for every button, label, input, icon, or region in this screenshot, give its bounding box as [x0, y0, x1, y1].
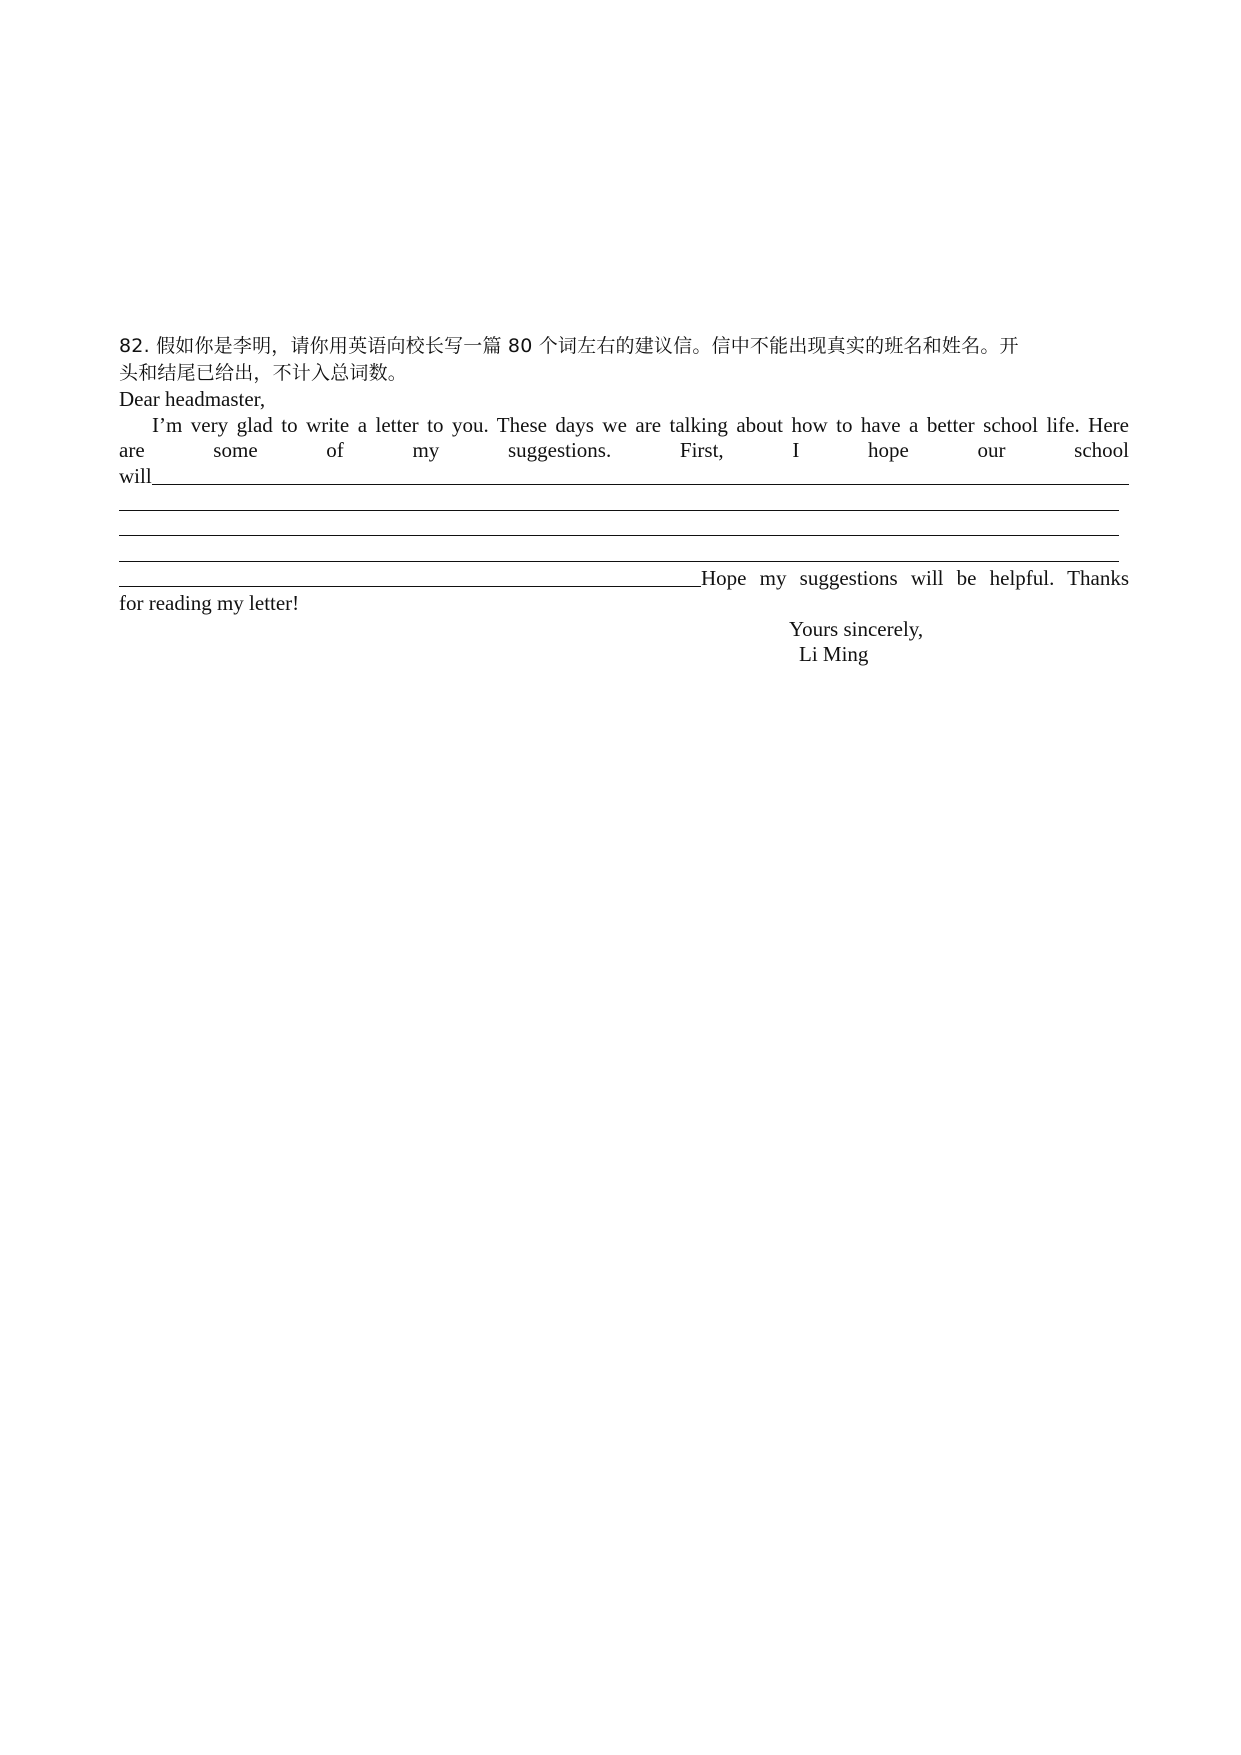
question-number: 82. [119, 335, 150, 357]
instruction-line-1: 假如你是李明，请你用英语向校长写一篇 80 个词左右的建议信。信中不能出现真实的班名和姓名。开 [156, 335, 1019, 357]
answer-blank-2[interactable] [119, 491, 1119, 511]
answer-line-5 [119, 566, 1129, 592]
will-word: will [119, 463, 152, 488]
closing-tail: Hope my suggestions will be helpful. Thanks [701, 565, 1129, 590]
answer-blank-5[interactable] [119, 567, 701, 587]
letter-opening-line-1: I’m very glad to write a letter to you. These days we are talking about how to have a better school life. Here [152, 412, 1129, 437]
question-instruction [119, 333, 1129, 387]
letter-signature: Li Ming [799, 642, 869, 666]
answer-blank-1[interactable] [152, 465, 1129, 485]
letter-greeting: Dear headmaster, [119, 387, 266, 411]
answer-line-1 [119, 464, 1129, 490]
letter-signoff: Yours sincerely, [789, 616, 924, 641]
answer-line-4 [119, 540, 1129, 566]
letter-body [119, 387, 1129, 668]
question-82 [119, 333, 1129, 668]
answer-blank-3[interactable] [119, 516, 1119, 536]
answer-line-2 [119, 489, 1129, 515]
answer-line-3 [119, 515, 1129, 541]
instruction-line-2: 头和结尾已给出，不计入总词数。 [119, 362, 408, 384]
answer-blank-4[interactable] [119, 542, 1119, 562]
closing-line-2: for reading my letter! [119, 591, 300, 615]
letter-opening-line-2: are some of my suggestions. First, I hope our school [119, 438, 1129, 462]
